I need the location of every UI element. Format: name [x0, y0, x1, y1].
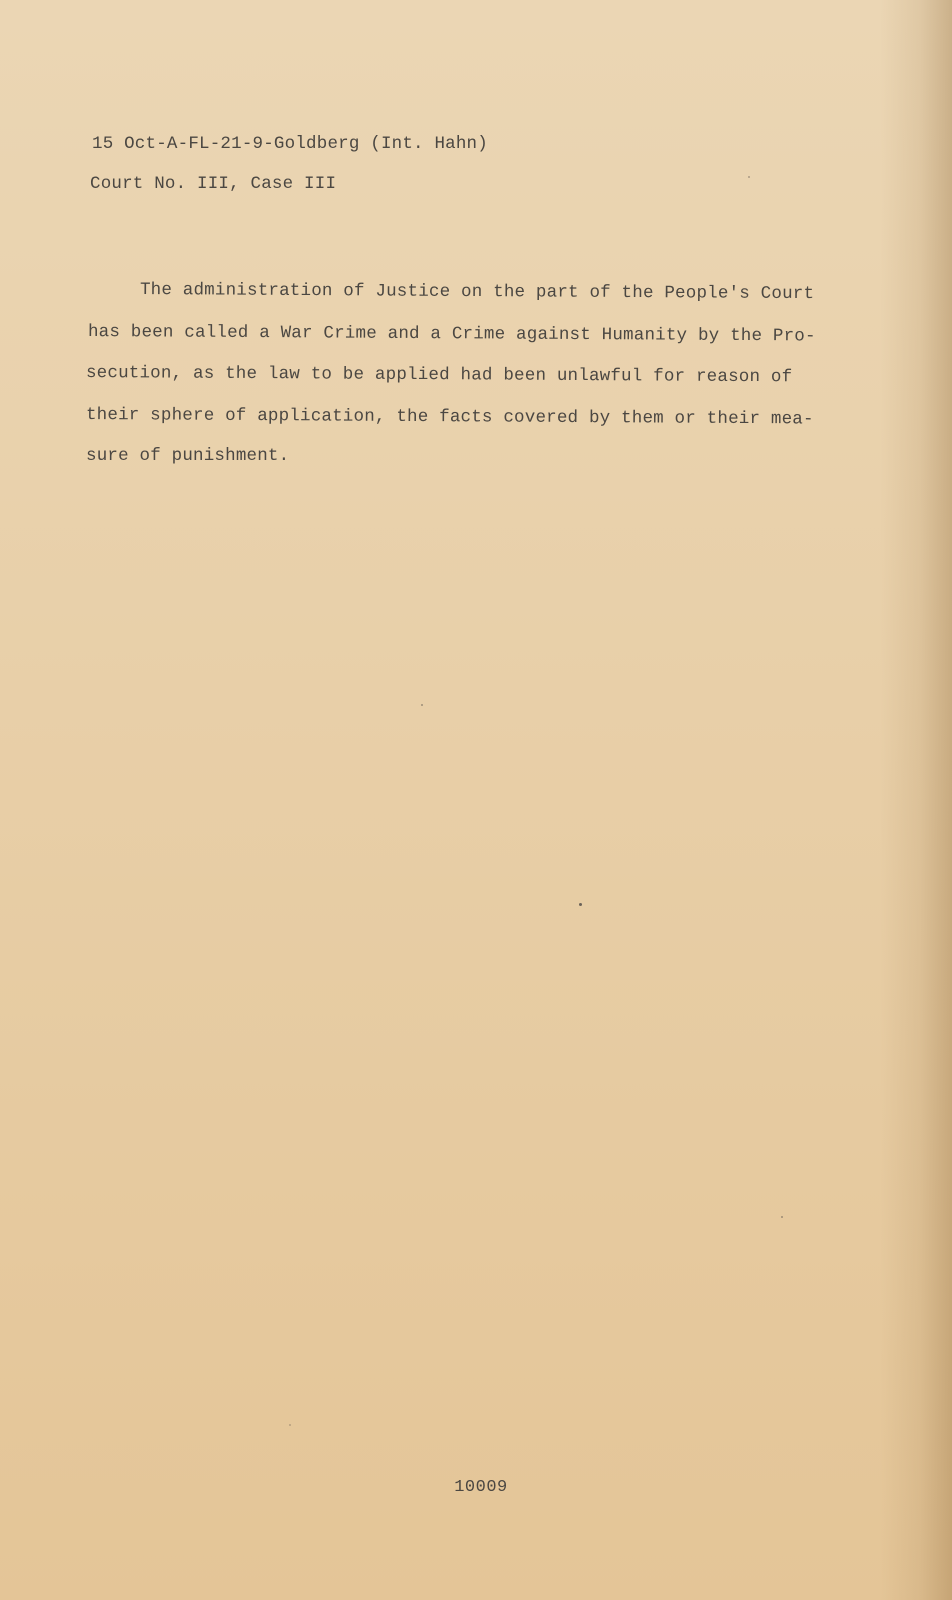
paper-speck — [289, 1424, 291, 1426]
page-number: 10009 — [454, 1478, 508, 1497]
body-line-4: their sphere of application, the facts covered by them or their mea- — [85, 405, 814, 430]
paper-speck — [781, 1216, 783, 1218]
paper-speck — [579, 903, 582, 906]
body-line-3: secution, as the law to be applied had been unlawful for reason of — [85, 363, 793, 388]
document-reference-line: 15 Oct-A-FL-21-9-Goldberg (Int. Hahn) — [92, 134, 488, 154]
paper-speck — [421, 704, 423, 706]
court-case-line: Court No. III, Case III — [90, 174, 337, 194]
body-line-5: sure of punishment. — [86, 446, 290, 466]
body-line-1: The administration of Justice on the part of the People's Court — [139, 280, 815, 305]
body-line-2: has been called a War Crime and a Crime against Humanity by the Pro- — [87, 322, 816, 347]
paper-speck — [748, 176, 750, 178]
